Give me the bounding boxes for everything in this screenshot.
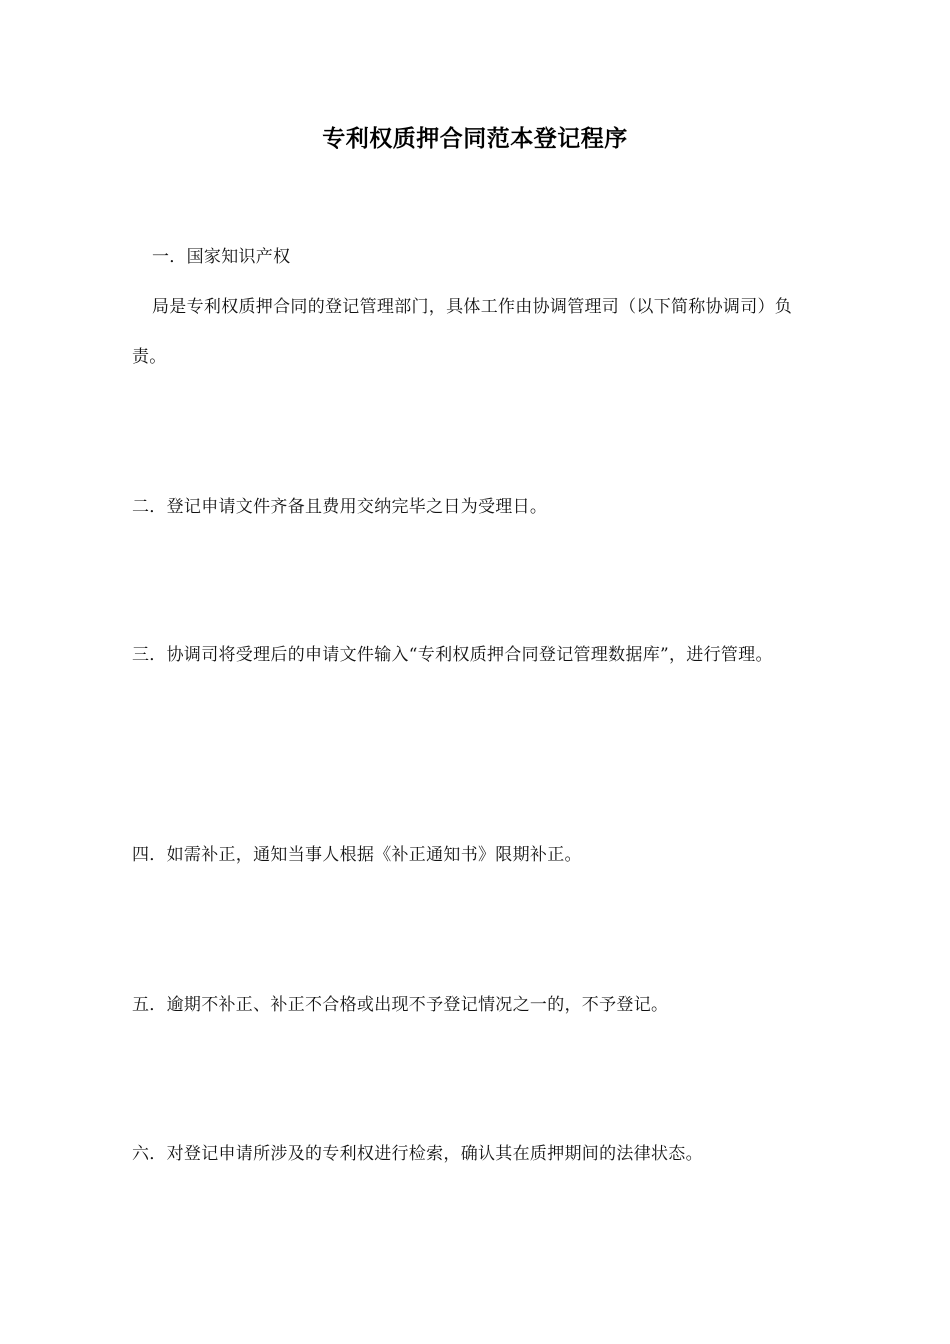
document-title: 专利权质押合同范本登记程序 bbox=[322, 126, 628, 152]
paragraph-text: 局是专利权质押合同的登记管理部门，具体工作由协调管理司（以下简称协调司）负责。 bbox=[132, 297, 793, 367]
paragraph-item-1-continued bbox=[132, 282, 822, 382]
paragraph-item-1: 一．国家知识产权 bbox=[152, 247, 291, 267]
paragraph-item-5: 五．逾期不补正、补正不合格或出现不予登记情况之一的，不予登记。 bbox=[132, 995, 669, 1015]
paragraph-item-4: 四．如需补正，通知当事人根据《补正通知书》限期补正。 bbox=[132, 845, 582, 865]
paragraph-item-2: 二．登记申请文件齐备且费用交纳完毕之日为受理日。 bbox=[132, 497, 548, 517]
paragraph-item-3: 三．协调司将受理后的申请文件输入“专利权质押合同登记管理数据库”，进行管理。 bbox=[132, 645, 773, 665]
paragraph-item-6: 六．对登记申请所涉及的专利权进行检索，确认其在质押期间的法律状态。 bbox=[132, 1144, 703, 1164]
